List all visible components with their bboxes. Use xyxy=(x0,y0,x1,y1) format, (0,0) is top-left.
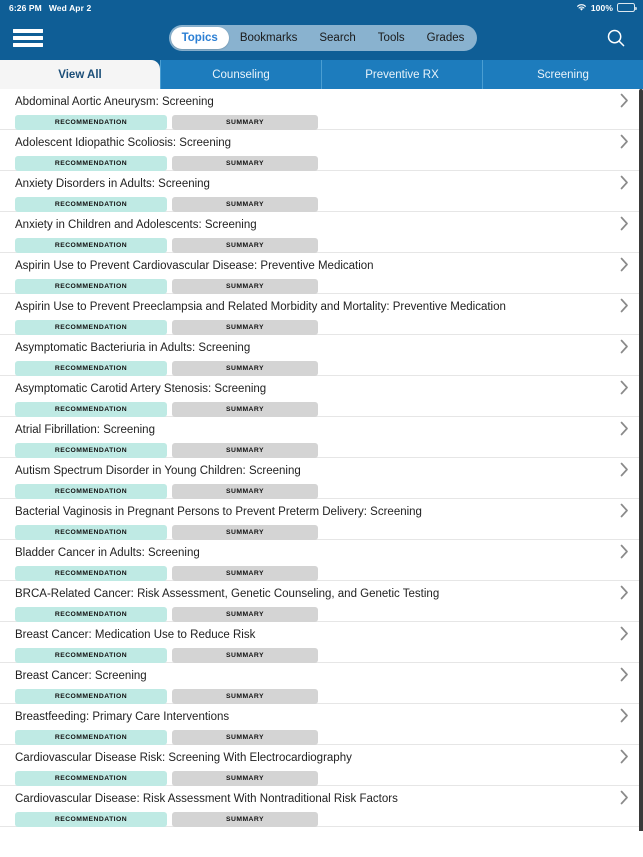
table-row[interactable] xyxy=(0,376,643,417)
summary-button[interactable]: SUMMARY xyxy=(172,525,318,540)
summary-button[interactable]: SUMMARY xyxy=(172,197,318,212)
chevron-right-icon[interactable] xyxy=(620,134,629,149)
table-row[interactable] xyxy=(0,335,643,376)
recommendation-button[interactable]: RECOMMENDATION xyxy=(15,648,167,663)
recommendation-button[interactable]: RECOMMENDATION xyxy=(15,566,167,581)
summary-button[interactable]: SUMMARY xyxy=(172,238,318,253)
table-row[interactable] xyxy=(0,253,643,294)
table-row[interactable] xyxy=(0,417,643,458)
summary-button[interactable]: SUMMARY xyxy=(172,484,318,499)
category-tab-bar xyxy=(0,60,643,89)
topic-badge-group xyxy=(0,725,643,745)
summary-button[interactable]: SUMMARY xyxy=(172,689,318,704)
recommendation-button[interactable]: RECOMMENDATION xyxy=(15,361,167,376)
battery-full-icon xyxy=(617,3,635,12)
chevron-right-icon[interactable] xyxy=(620,626,629,641)
table-row[interactable] xyxy=(0,171,643,212)
hamburger-menu-icon[interactable] xyxy=(13,27,43,49)
chevron-right-icon[interactable] xyxy=(620,585,629,600)
recommendation-button[interactable]: RECOMMENDATION xyxy=(15,279,167,294)
table-row[interactable] xyxy=(0,212,643,253)
topic-title: Asymptomatic Bacteriuria in Adults: Screening xyxy=(15,342,251,354)
recommendation-button[interactable]: RECOMMENDATION xyxy=(15,197,167,212)
summary-button[interactable]: SUMMARY xyxy=(172,648,318,663)
table-row[interactable] xyxy=(0,786,643,827)
topic-title: Atrial Fibrillation: Screening xyxy=(15,424,155,436)
topic-title: Breast Cancer: Screening xyxy=(15,670,147,682)
chevron-right-icon[interactable] xyxy=(620,216,629,231)
recommendation-button[interactable]: RECOMMENDATION xyxy=(15,730,167,745)
topic-badge-group xyxy=(0,151,643,171)
table-row[interactable] xyxy=(0,499,643,540)
topic-badge-group xyxy=(0,766,643,786)
search-icon[interactable] xyxy=(603,25,629,51)
topic-badge-group xyxy=(0,356,643,376)
recommendation-button[interactable]: RECOMMENDATION xyxy=(15,525,167,540)
topic-badge-group xyxy=(0,438,643,458)
segment-search[interactable]: Search xyxy=(319,31,356,44)
topic-badge-group xyxy=(0,602,643,622)
segment-tools[interactable]: Tools xyxy=(377,31,405,44)
home-indicator-area xyxy=(0,831,643,857)
segment-grades[interactable]: Grades xyxy=(426,31,465,44)
topic-badge-group xyxy=(0,807,643,827)
summary-button[interactable]: SUMMARY xyxy=(172,156,318,171)
table-row[interactable] xyxy=(0,581,643,622)
topic-title: Breast Cancer: Medication Use to Reduce Risk xyxy=(15,629,256,641)
status-time: 6:26 PM xyxy=(9,2,42,13)
table-row[interactable] xyxy=(0,622,643,663)
table-row[interactable] xyxy=(0,663,643,704)
chevron-right-icon[interactable] xyxy=(620,380,629,395)
chevron-right-icon[interactable] xyxy=(620,257,629,272)
topic-badge-group xyxy=(0,561,643,581)
topic-badge-group xyxy=(0,520,643,540)
table-row[interactable] xyxy=(0,745,643,786)
topic-badge-group xyxy=(0,315,643,335)
segment-bookmarks[interactable]: Bookmarks xyxy=(239,31,298,44)
status-bar xyxy=(0,0,643,15)
topic-badge-group xyxy=(0,643,643,663)
summary-button[interactable]: SUMMARY xyxy=(172,115,318,130)
chevron-right-icon[interactable] xyxy=(620,339,629,354)
recommendation-button[interactable]: RECOMMENDATION xyxy=(15,115,167,130)
recommendation-button[interactable]: RECOMMENDATION xyxy=(15,238,167,253)
topic-title: Cardiovascular Disease: Risk Assessment With Nontraditional Risk Factors xyxy=(15,793,398,805)
navigation-bar xyxy=(0,15,643,60)
content-card xyxy=(0,89,643,857)
recommendation-button[interactable]: RECOMMENDATION xyxy=(15,402,167,417)
recommendation-button[interactable]: RECOMMENDATION xyxy=(15,443,167,458)
topic-badge-group xyxy=(0,479,643,499)
scrollbar-thumb[interactable] xyxy=(639,89,643,857)
topic-title: Adolescent Idiopathic Scoliosis: Screening xyxy=(15,137,232,149)
summary-button[interactable]: SUMMARY xyxy=(172,402,318,417)
topic-title: Anxiety Disorders in Adults: Screening xyxy=(15,178,210,190)
wifi-icon xyxy=(576,3,587,12)
topic-title: Anxiety in Children and Adolescents: Screening xyxy=(15,219,257,231)
topic-title: Breastfeeding: Primary Care Interventions xyxy=(15,711,230,723)
summary-button[interactable]: SUMMARY xyxy=(172,279,318,294)
chevron-right-icon[interactable] xyxy=(620,93,629,108)
chevron-right-icon[interactable] xyxy=(620,667,629,682)
summary-button[interactable]: SUMMARY xyxy=(172,812,318,827)
chevron-right-icon[interactable] xyxy=(620,175,629,190)
topic-title: Abdominal Aortic Aneurysm: Screening xyxy=(15,96,214,108)
status-bar-left xyxy=(9,3,91,13)
topic-badge-group xyxy=(0,684,643,704)
topic-list[interactable] xyxy=(0,89,643,831)
segment-topics[interactable]: Topics xyxy=(171,27,229,49)
chevron-right-icon[interactable] xyxy=(620,503,629,518)
tab-preventive-rx[interactable]: Preventive RX xyxy=(321,60,482,89)
battery-percent: 100% xyxy=(590,2,613,13)
recommendation-button[interactable]: RECOMMENDATION xyxy=(15,607,167,622)
chevron-right-icon[interactable] xyxy=(620,462,629,477)
chevron-right-icon[interactable] xyxy=(620,708,629,723)
topic-badge-group xyxy=(0,274,643,294)
chevron-right-icon[interactable] xyxy=(620,544,629,559)
summary-button[interactable]: SUMMARY xyxy=(172,443,318,458)
status-bar-right xyxy=(576,3,635,13)
recommendation-button[interactable]: RECOMMENDATION xyxy=(15,484,167,499)
topic-title: Asymptomatic Carotid Artery Stenosis: Screening xyxy=(15,383,267,395)
tab-counseling[interactable]: Counseling xyxy=(160,60,321,89)
chevron-right-icon[interactable] xyxy=(620,749,629,764)
summary-button[interactable]: SUMMARY xyxy=(172,361,318,376)
table-row[interactable] xyxy=(0,540,643,581)
tab-screening[interactable]: Screening xyxy=(482,60,643,89)
recommendation-button[interactable]: RECOMMENDATION xyxy=(15,156,167,171)
table-row[interactable] xyxy=(0,458,643,499)
topic-badge-group xyxy=(0,192,643,212)
recommendation-button[interactable]: RECOMMENDATION xyxy=(15,320,167,335)
chevron-right-icon[interactable] xyxy=(620,790,629,805)
summary-button[interactable]: SUMMARY xyxy=(172,730,318,745)
summary-button[interactable]: SUMMARY xyxy=(172,607,318,622)
summary-button[interactable]: SUMMARY xyxy=(172,566,318,581)
summary-button[interactable]: SUMMARY xyxy=(172,320,318,335)
summary-button[interactable]: SUMMARY xyxy=(172,771,318,786)
chevron-right-icon[interactable] xyxy=(620,298,629,313)
topic-badge-group xyxy=(0,110,643,130)
topic-title: Bladder Cancer in Adults: Screening xyxy=(15,547,200,559)
table-row[interactable] xyxy=(0,704,643,745)
vertical-scrollbar[interactable] xyxy=(639,89,643,857)
chevron-right-icon[interactable] xyxy=(620,421,629,436)
table-row[interactable] xyxy=(0,294,643,335)
recommendation-button[interactable]: RECOMMENDATION xyxy=(15,689,167,704)
topic-title: Autism Spectrum Disorder in Young Children: Screening xyxy=(15,465,301,477)
topic-title: Cardiovascular Disease Risk: Screening With Electrocardiography xyxy=(15,752,352,764)
topic-title: BRCA-Related Cancer: Risk Assessment, Genetic Counseling, and Genetic Testing xyxy=(15,588,440,600)
tab-view-all[interactable]: View All xyxy=(0,60,160,89)
status-date: Wed Apr 2 xyxy=(48,2,92,13)
topic-badge-group xyxy=(0,397,643,417)
topic-title: Bacterial Vaginosis in Pregnant Persons to Prevent Preterm Delivery: Screening xyxy=(15,506,422,518)
topic-title: Aspirin Use to Prevent Cardiovascular Disease: Preventive Medication xyxy=(15,260,374,272)
table-row[interactable] xyxy=(0,89,643,130)
topic-title: Aspirin Use to Prevent Preeclampsia and Related Morbidity and Mortality: Preventive Medication xyxy=(15,301,506,313)
table-row[interactable] xyxy=(0,130,643,171)
recommendation-button[interactable]: RECOMMENDATION xyxy=(15,812,167,827)
segmented-control xyxy=(169,25,478,51)
topic-badge-group xyxy=(0,233,643,253)
recommendation-button[interactable]: RECOMMENDATION xyxy=(15,771,167,786)
